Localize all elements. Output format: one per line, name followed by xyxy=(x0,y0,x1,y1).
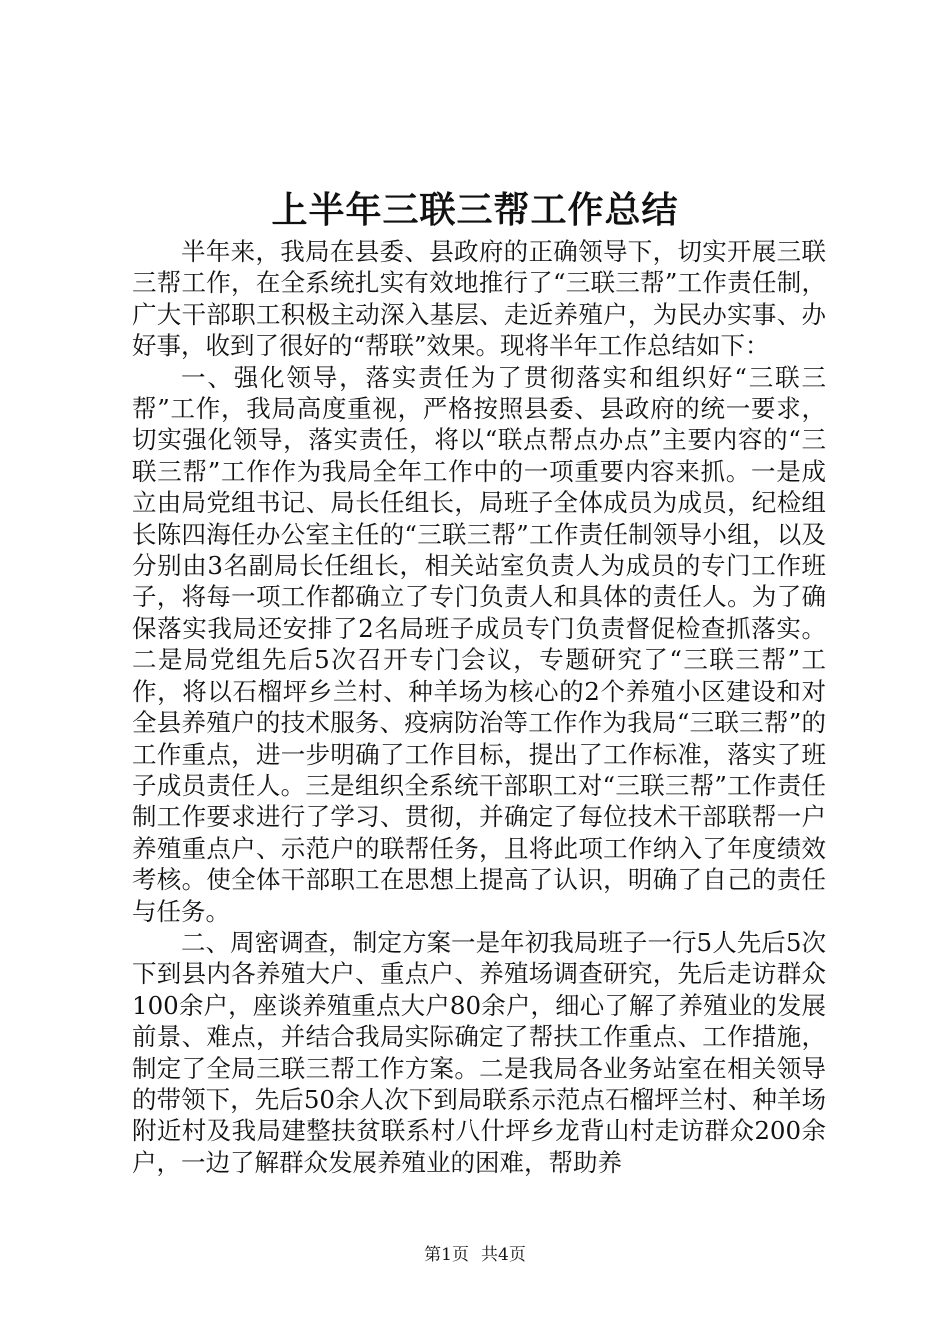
document-title: 上半年三联三帮工作总结 xyxy=(271,189,679,231)
paragraph-intro: 半年来，我局在县委、县政府的正确领导下，切实开展三联三帮工作，在全系统扎实有效地推行了“三联三帮”工作责任制，广大干部职工积极主动深入基层、走近养殖户，为民办实事、办好事，收到了很好的“帮联”效果。现将半年工作总结如下： xyxy=(132,237,826,361)
document-body xyxy=(132,236,826,1178)
page-total: 共4页 xyxy=(481,1245,526,1265)
page-footer xyxy=(0,1244,950,1266)
page-number: 第1页 xyxy=(424,1245,469,1265)
paragraph-section-one: 一、强化领导，落实责任为了贯彻落实和组织好“三联三帮”工作，我局高度重视，严格按照县委、县政府的统一要求，切实强化领导，落实责任，将以“联点帮点办点”主要内容的“三联三帮”工作作为我局全年工作中的一项重要内容来抓。一是成立由局党组书记、局长任组长，局班子全体成员为成员，纪检组长陈四海任办公室主任的“三联三帮”工作责任制领导小组，以及分别由3名副局长任组长，相关站室负责人为成员的专门工作班子，将每一项工作都确立了专门负责人和具体的责任人。为了确保落实我局还安排了2名局班子成员专门负责督促检查抓落实。二是局党组先后5次召开专门会议，专题研究了“三联三帮”工作，将以石榴坪乡兰村、种羊场为核心的2个养殖小区建设和对全县养殖户的技术服务、疫病防治等工作作为我局“三联三帮”的工作重点，进一步明确了工作目标，提出了工作标准，落实了班子成员责任人。三是组织全系统干部职工对“三联三帮”工作责任制工作要求进行了学习、贯彻，并确定了每位技术干部联帮一户养殖重点户、示范户的联帮任务，且将此项工作纳入了年度绩效考核。使全体干部职工在思想上提高了认识，明确了自己的责任与任务。 xyxy=(132,362,826,926)
paragraph-section-two: 二、周密调查，制定方案一是年初我局班子一行5人先后5次下到县内各养殖大户、重点户、养殖场调查研究，先后走访群众100余户，座谈养殖重点大户80余户，细心了解了养殖业的发展前景、难点，并结合我局实际确定了帮扶工作重点、工作措施，制定了全局三联三帮工作方案。二是我局各业务站室在相关领导的带领下，先后50余人次下到局联系示范点石榴坪兰村、种羊场附近村及我局建整扶贫联系村八什坪乡龙背山村走访群众200余户，一边了解群众发展养殖业的困难，帮助养 xyxy=(132,927,826,1177)
